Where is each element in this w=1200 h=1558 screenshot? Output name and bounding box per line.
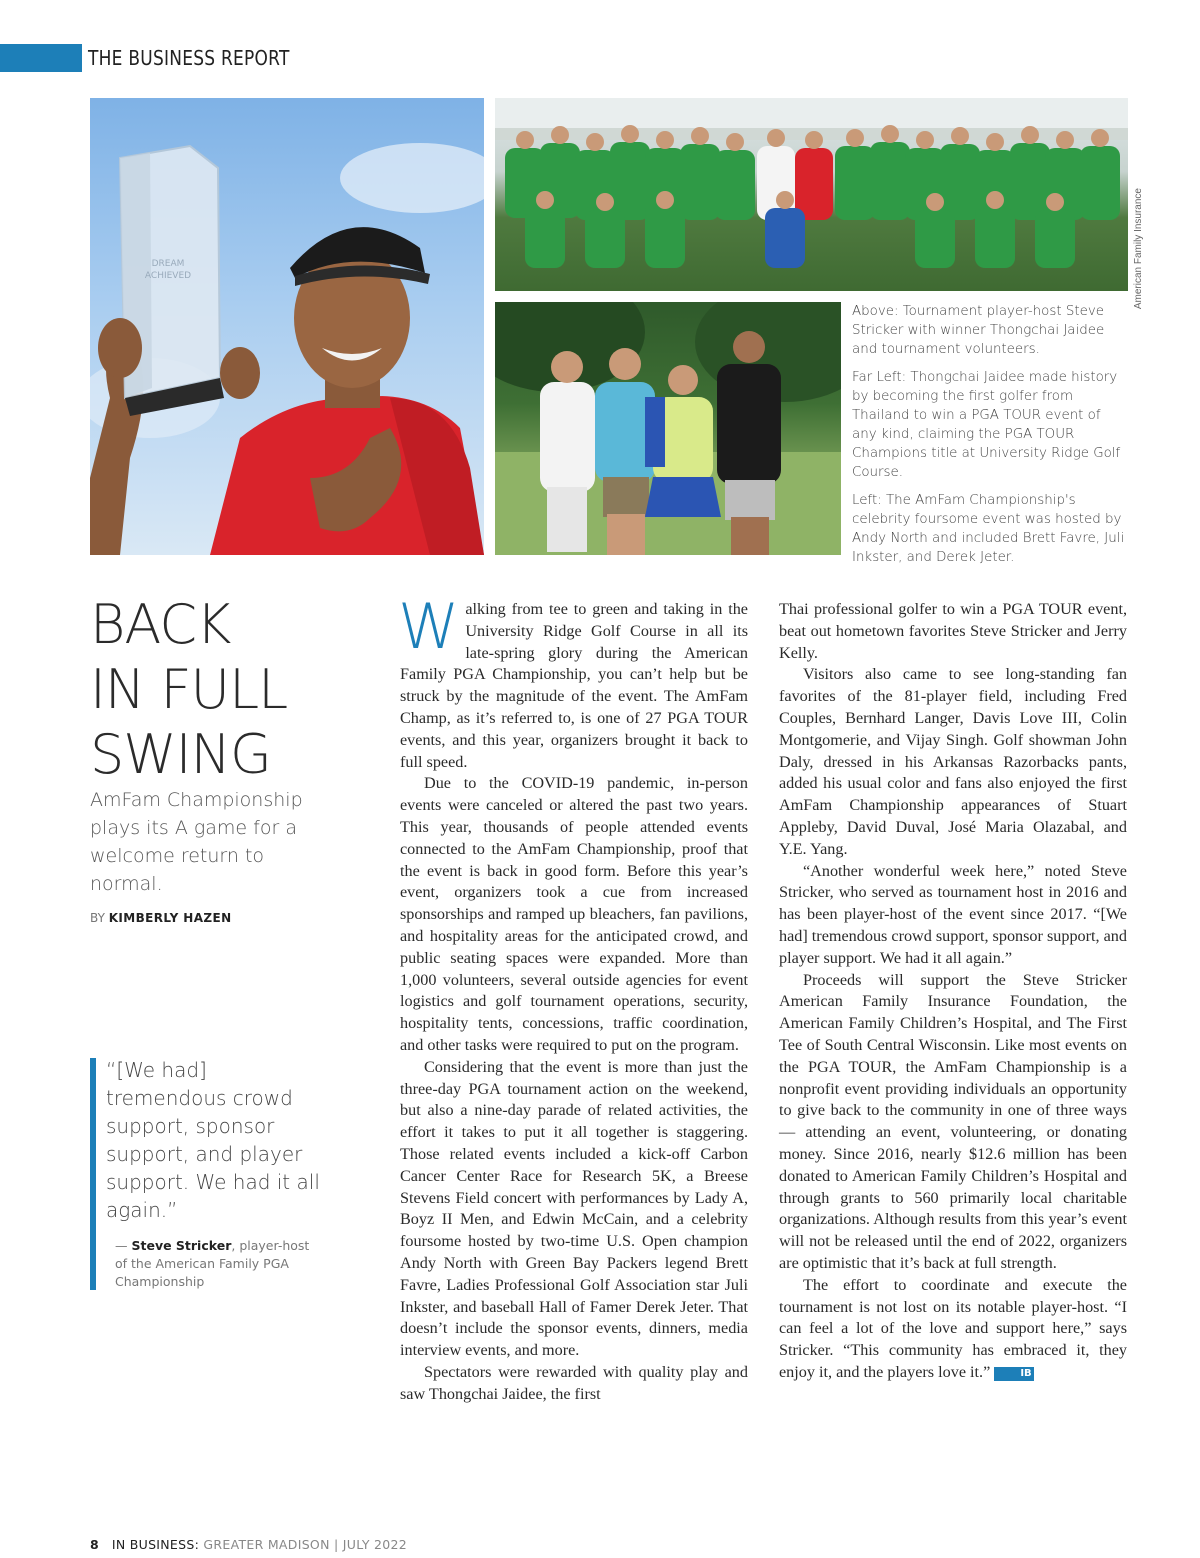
trophy-photo (90, 98, 484, 555)
foursome-photo-illustration (495, 302, 841, 555)
paragraph: Due to the COVID-19 pandemic, in-person events were canceled or altered the past two years. This year, thousands of people attended events connected to the AmFam Championship, proof that the event is back in good form. Before this year’s event, organizers took a cue from increased sponsorships and ramped up bleachers, fan pavilions, and hospitality areas for the anticipated crowd, and public seating spaces were expanded. More than 1,000 volunteers, several outside agencies for event logistics and golf tournament operations, security, hospitality tents, concessions, traffic coordination, and other tasks were required to put on the program. (400, 774, 748, 1054)
caption-left: Left: The AmFam Championship's celebrity foursome event was hosted by Andy North and included Brett Favre, Juli Inkster, and Derek Jeter. (852, 493, 1125, 565)
photo-credit-text: American Family Insurance (1133, 188, 1144, 310)
volunteers-photo-illustration (495, 98, 1128, 291)
paragraph (779, 1275, 1127, 1384)
paragraph (398, 590, 748, 773)
celebrity-foursome-photo (495, 302, 841, 555)
page-footer (90, 1537, 407, 1552)
paragraph: “Another wonderful week here,” noted Steve Stricker, who served as tournament host in 2016 and has been player-host of the event since 2017. “[We had] tremendous crowd support, sponsor support, and player support. We had it all again.” (779, 861, 1127, 967)
caption-above: Above: Tournament player-host Steve Stricker with winner Thongchai Jaidee and tournament volunteers. (852, 304, 1105, 357)
paragraph: Considering that the event is more than just the three-day PGA tournament action on the weekend, but also a nine-day parade of related activities, the effort it takes to put it all together is staggering. Those related events included a kick-off Carbon Cancer Center Race for Research 5K, a Breese Stevens Field concert with performances by Lady A, Boyz II Men, and Edwin McCain, and a celebrity foursome hosted by two-time U.S. Open champion Andy North with Green Bay Packers legend Brett Favre, Ladies Professional Golf Association star Juli Inkster, and baseball Hall of Famer Derek Jeter. That doesn’t include the sponsor events, dinners, media interview events, and more. (400, 1057, 748, 1360)
pullquote-role: , player-host of the American Family PGA Championship (115, 1238, 310, 1289)
trophy-engraving-line-1: DREAM (151, 259, 185, 269)
pullquote-attribution (115, 1237, 325, 1291)
section-color-bar (0, 44, 82, 72)
volunteers-group-photo (495, 98, 1128, 291)
pullquote-dash: — (115, 1238, 128, 1253)
end-mark-icon: IB (994, 1367, 1033, 1381)
article-column-2 (779, 599, 1127, 1384)
byline-prefix: BY (90, 911, 105, 925)
page-number: 8 (90, 1537, 99, 1552)
paragraph: Proceeds will support the Steve Stricker American Family Insurance Foundation, the American Family Children’s Hospital, and The First Tee of South Central Wisconsin. Like most events on the PGA TOUR, the AmFam Championship is a nonprofit event providing individuals an opportunity to give back to the community in one of three ways — attending an event, volunteering, or donating money. Since 2016, nearly $12.6 million has been donated to American Family Children’s Hospital and through grants to 560 primarily local charitable organizations. Although results from this year’s event will not be released until the end of 2022, organizers are optimistic that it’s back at full strength. (779, 970, 1127, 1272)
article-column-1 (398, 590, 748, 1405)
photo-captions (852, 302, 1127, 576)
paragraph: Visitors also came to see long-standing fan favorites of the 81-player field, including Fred Couples, Bernhard Langer, Davis Love III, Colin Montgomerie, and Vijay Singh. Golf showman John Daly, dressed in his Arkansas Razorbacks pants, added his usual color and fans also enjoyed the first AmFam Championship appearances of Stuart Appleby, David Duval, José Maria Olazabal, and Y.E. Yang. (779, 665, 1127, 858)
trophy-engraving-line-2: ACHIEVED (144, 271, 192, 281)
paragraph: Thai professional golfer to win a PGA TOUR event, beat out hometown favorites Steve Stricker and Jerry Kelly. (779, 600, 1127, 662)
drop-cap: W (398, 590, 460, 663)
caption-far-left: Far Left: Thongchai Jaidee made history by becoming the first golfer from Thailand to win a PGA TOUR event of any kind, claiming the PGA TOUR Champions title at University Ridge Golf Course. (852, 370, 1121, 480)
article-headline (90, 592, 350, 787)
article-deck: AmFam Championship plays its A game for a welcome return to normal. (90, 789, 303, 895)
paragraph-text: The effort to coordinate and execute the tournament is not lost on its notable player-host. “I can feel a lot of the love and support here,” says Stricker. “This community has embraced it, they enjoy it, and the players love it.” (779, 1275, 1127, 1381)
author-name: KIMBERLY HAZEN (108, 911, 232, 925)
pullquote-name: Steve Stricker (131, 1238, 232, 1253)
pullquote-text: “[We had] tremendous crowd support, sponsor support, and player support. We had it all again.” (106, 1058, 320, 1222)
headline-line-3: SWING (90, 723, 271, 786)
section-title: THE BUSINESS REPORT (88, 46, 290, 70)
photo-credit (1133, 188, 1147, 310)
publication-name: IN BUSINESS: (111, 1537, 200, 1552)
headline-line-2: IN FULL (90, 658, 288, 721)
trophy-photo-illustration (90, 98, 484, 555)
pullquote-bar (90, 1058, 96, 1290)
issue-info: GREATER MADISON | JULY 2022 (203, 1537, 408, 1552)
headline-line-1: BACK (90, 593, 231, 656)
paragraph: Spectators were rewarded with quality play and saw Thongchai Jaidee, the first (400, 1362, 748, 1403)
byline (90, 911, 232, 925)
paragraph-text: alking from tee to green and taking in the University Ridge Golf Course in all its late-spring glory during the American Family PGA Championship, you can’t help but be struck by the magnitude of the event. The AmFam Champ, as it’s referred to, is one of 27 PGA TOUR events, and this year, organizers brought it back to full speed. (400, 600, 748, 771)
